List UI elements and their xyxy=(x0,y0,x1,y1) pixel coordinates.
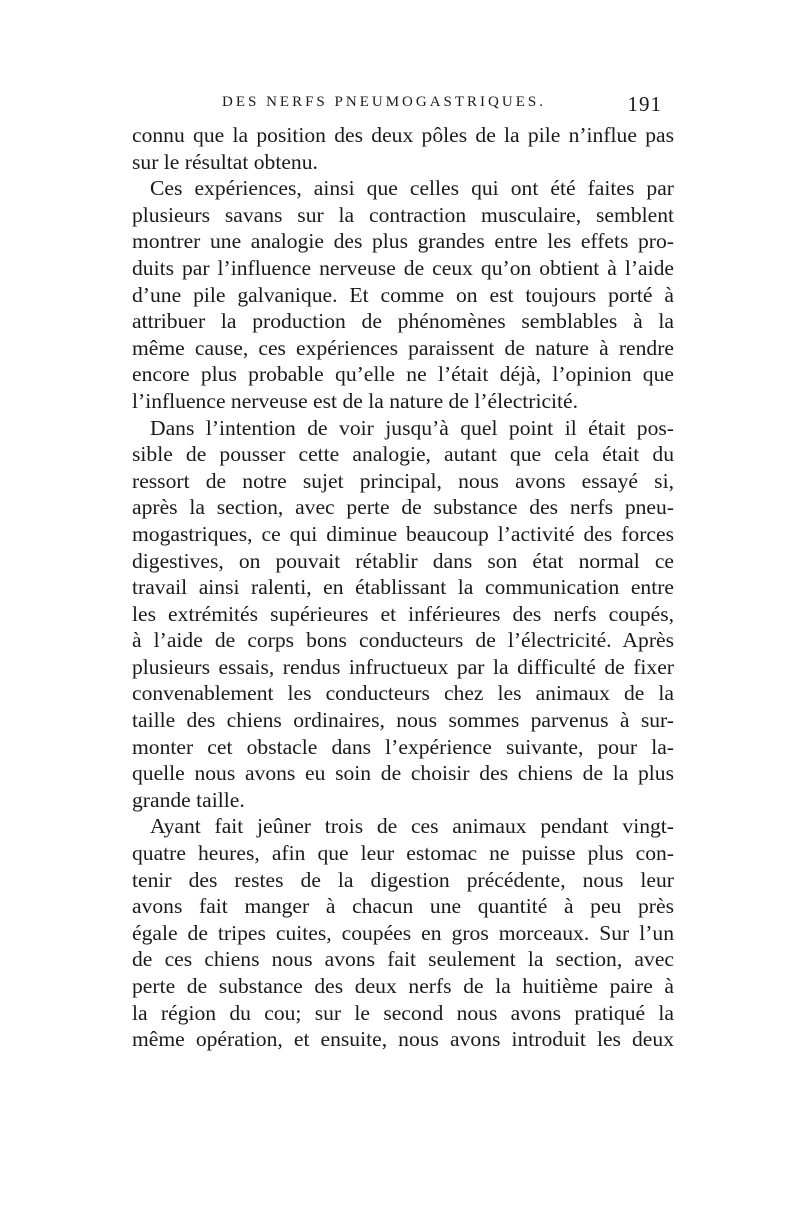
text-line: à l’aide de corps bons conducteurs de l’électricité. Après xyxy=(132,628,674,653)
text-line: sur le résultat obtenu. xyxy=(132,149,318,174)
text-line: attribuer la production de phénomènes semblables à la xyxy=(132,309,674,334)
text-line: les extrémités supérieures et inférieures des nerfs coupés, xyxy=(132,601,674,626)
text-line: Ayant fait jeûner trois de ces animaux pendant vingt- xyxy=(150,814,674,839)
text-line: la région du cou; sur le second nous avons pratiqué la xyxy=(132,1000,674,1025)
text-line: perte de substance des deux nerfs de la huitième paire à xyxy=(132,974,674,998)
text-line: travail ainsi ralenti, en établissant la communication entre xyxy=(132,575,674,600)
body-text xyxy=(132,122,674,1053)
text-line: sible de pousser cette analogie, autant que cela était du xyxy=(132,442,674,467)
text-line: digestives, on pouvait rétablir dans son état normal ce xyxy=(132,548,674,573)
text-line: plusieurs essais, rendus infructueux par la difficulté de fixer xyxy=(132,654,674,679)
running-head-title: DES NERFS PNEUMOGASTRIQUES. xyxy=(222,94,546,110)
text-line: montrer une analogie des plus grandes entre les effets pro- xyxy=(132,229,674,254)
text-line: Dans l’intention de voir jusqu’à quel point il était pos- xyxy=(150,415,674,440)
text-line: quelle nous avons eu soin de choisir des chiens de la plus xyxy=(132,761,674,786)
text-line: égale de tripes cuites, coupées en gros morceaux. Sur l’un xyxy=(132,920,674,945)
text-line: quatre heures, afin que leur estomac ne puisse plus con- xyxy=(132,841,674,866)
text-line: même cause, ces expériences paraissent de nature à rendre xyxy=(132,335,674,360)
text-line: Ces expériences, ainsi que celles qui ont été faites par xyxy=(150,176,674,201)
text-line: même opération, et ensuite, nous avons introduit les deux xyxy=(132,1027,674,1052)
text-line: encore plus probable qu’elle ne l’était déjà, l’opinion que xyxy=(132,362,674,387)
text-line: l’influence nerveuse est de la nature de l’électricité. xyxy=(132,388,579,413)
text-line: tenir des restes de la digestion précédente, nous leur xyxy=(132,867,674,892)
text-line: ressort de notre sujet principal, nous avons essayé si, xyxy=(132,468,674,493)
text-line: après la section, avec perte de substance des nerfs pneu- xyxy=(132,495,674,520)
text-line: de ces chiens nous avons fait seulement la section, avec xyxy=(132,947,674,972)
text-line: convenablement les conducteurs chez les animaux de la xyxy=(132,681,674,706)
running-head xyxy=(222,94,662,118)
text-line: duits par l’influence nerveuse de ceux qu’on obtient à l’aide xyxy=(132,255,674,280)
text-line: avons fait manger à chacun une quantité à peu près xyxy=(132,894,674,919)
text-line: taille des chiens ordinaires, nous sommes parvenus à sur- xyxy=(132,708,674,733)
text-line: mogastriques, ce qui diminue beaucoup l’activité des forces xyxy=(132,521,674,546)
text-line: d’une pile galvanique. Et comme on est toujours porté à xyxy=(132,282,674,307)
text-line: connu que la position des deux pôles de la pile n’influe pas xyxy=(132,123,674,147)
text-line: grande taille. xyxy=(132,787,245,812)
text-line: monter cet obstacle dans l’expérience suivante, pour la- xyxy=(132,734,674,759)
text-line: plusieurs savans sur la contraction musculaire, semblent xyxy=(132,202,674,227)
page-number: 191 xyxy=(627,92,662,116)
